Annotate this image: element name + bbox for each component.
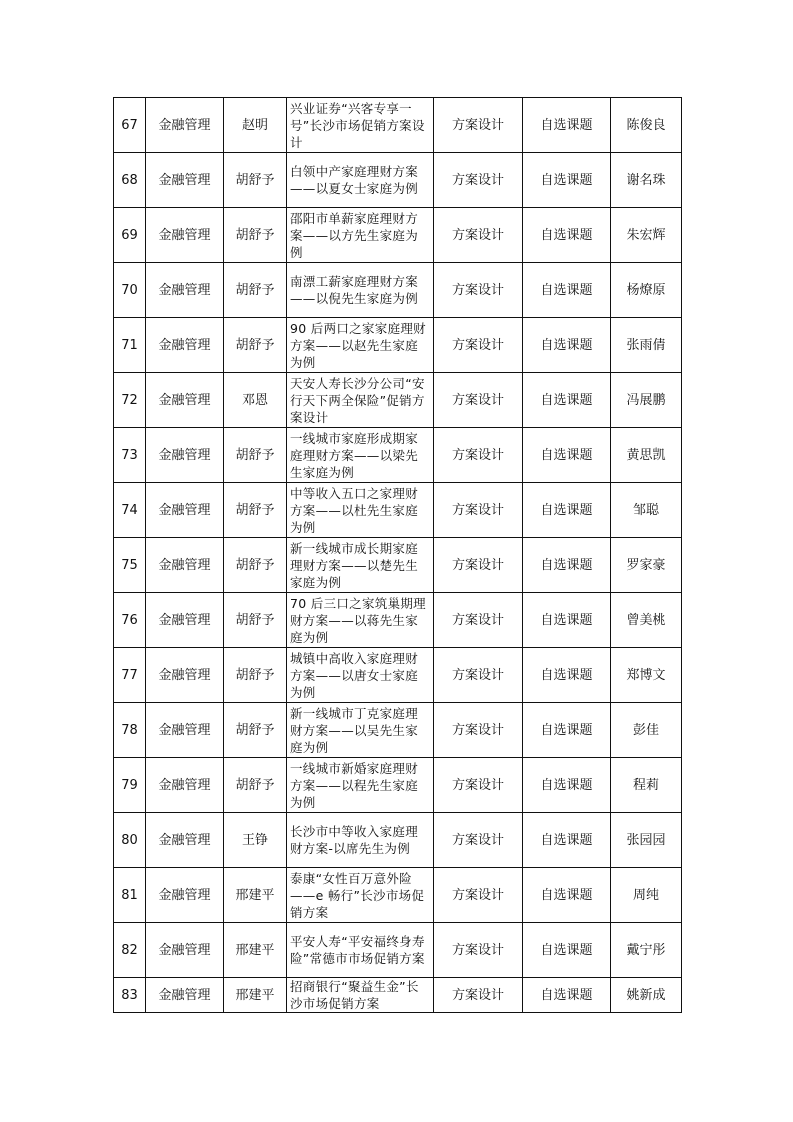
row-number-cell: 67	[114, 98, 146, 153]
major-cell: 金融管理	[146, 703, 224, 758]
advisor-cell: 胡舒予	[224, 153, 287, 208]
topic-source-cell: 自选课题	[523, 373, 611, 428]
major-cell: 金融管理	[146, 758, 224, 813]
table-row	[114, 593, 682, 648]
table-row	[114, 153, 682, 208]
row-number-cell: 78	[114, 703, 146, 758]
row-number-cell: 74	[114, 483, 146, 538]
student-name-cell: 罗家豪	[611, 538, 682, 593]
student-name-cell: 彭佳	[611, 703, 682, 758]
topic-source-cell: 自选课题	[523, 153, 611, 208]
topic-source-cell: 自选课题	[523, 428, 611, 483]
topic-type-cell: 方案设计	[434, 98, 523, 153]
topic-type-cell: 方案设计	[434, 868, 523, 923]
advisor-cell: 胡舒予	[224, 318, 287, 373]
major-cell: 金融管理	[146, 593, 224, 648]
row-number-cell: 75	[114, 538, 146, 593]
major-cell: 金融管理	[146, 318, 224, 373]
student-name-cell: 张园园	[611, 813, 682, 868]
student-name-cell: 程莉	[611, 758, 682, 813]
topic-source-cell: 自选课题	[523, 648, 611, 703]
major-cell: 金融管理	[146, 978, 224, 1013]
topic-type-cell: 方案设计	[434, 208, 523, 263]
topic-source-cell: 自选课题	[523, 868, 611, 923]
thesis-title-cell: 一线城市家庭形成期家庭理财方案——以梁先生家庭为例	[287, 428, 434, 483]
student-name-cell: 谢名珠	[611, 153, 682, 208]
major-cell: 金融管理	[146, 373, 224, 428]
thesis-title-cell: 邵阳市单薪家庭理财方案——以方先生家庭为例	[287, 208, 434, 263]
thesis-title-cell: 泰康“女性百万意外险——e 畅行”长沙市场促销方案	[287, 868, 434, 923]
table-row	[114, 648, 682, 703]
topic-type-cell: 方案设计	[434, 318, 523, 373]
row-number-cell: 76	[114, 593, 146, 648]
thesis-title-cell: 兴业证券“兴客专享一号”长沙市场促销方案设计	[287, 98, 434, 153]
student-name-cell: 戴宁彤	[611, 923, 682, 978]
topic-type-cell: 方案设计	[434, 758, 523, 813]
advisor-cell: 邢建平	[224, 923, 287, 978]
major-cell: 金融管理	[146, 648, 224, 703]
topic-type-cell: 方案设计	[434, 373, 523, 428]
row-number-cell: 83	[114, 978, 146, 1013]
row-number-cell: 82	[114, 923, 146, 978]
advisor-cell: 胡舒予	[224, 758, 287, 813]
table-row	[114, 263, 682, 318]
major-cell: 金融管理	[146, 923, 224, 978]
student-name-cell: 姚新成	[611, 978, 682, 1013]
topic-source-cell: 自选课题	[523, 538, 611, 593]
thesis-title-cell: 90 后两口之家家庭理财方案——以赵先生家庭为例	[287, 318, 434, 373]
advisor-cell: 胡舒予	[224, 483, 287, 538]
table-body	[114, 98, 682, 1013]
major-cell: 金融管理	[146, 263, 224, 318]
advisor-cell: 赵明	[224, 98, 287, 153]
table-row	[114, 98, 682, 153]
student-name-cell: 朱宏辉	[611, 208, 682, 263]
advisor-cell: 胡舒予	[224, 263, 287, 318]
topic-type-cell: 方案设计	[434, 153, 523, 208]
student-name-cell: 杨燎原	[611, 263, 682, 318]
student-name-cell: 陈俊良	[611, 98, 682, 153]
student-name-cell: 黄思凯	[611, 428, 682, 483]
topic-source-cell: 自选课题	[523, 208, 611, 263]
topic-source-cell: 自选课题	[523, 98, 611, 153]
major-cell: 金融管理	[146, 208, 224, 263]
table-row	[114, 978, 682, 1013]
row-number-cell: 72	[114, 373, 146, 428]
thesis-title-cell: 平安人寿“平安福终身寿险”常德市市场促销方案	[287, 923, 434, 978]
topic-source-cell: 自选课题	[523, 978, 611, 1013]
major-cell: 金融管理	[146, 98, 224, 153]
row-number-cell: 79	[114, 758, 146, 813]
row-number-cell: 73	[114, 428, 146, 483]
major-cell: 金融管理	[146, 483, 224, 538]
topic-type-cell: 方案设计	[434, 593, 523, 648]
advisor-cell: 邢建平	[224, 868, 287, 923]
advisor-cell: 胡舒予	[224, 428, 287, 483]
topic-source-cell: 自选课题	[523, 703, 611, 758]
table-row	[114, 758, 682, 813]
advisor-cell: 胡舒予	[224, 703, 287, 758]
student-name-cell: 冯展鹏	[611, 373, 682, 428]
thesis-title-cell: 新一线城市成长期家庭理财方案——以楚先生家庭为例	[287, 538, 434, 593]
topic-type-cell: 方案设计	[434, 538, 523, 593]
topic-type-cell: 方案设计	[434, 263, 523, 318]
row-number-cell: 68	[114, 153, 146, 208]
major-cell: 金融管理	[146, 153, 224, 208]
advisor-cell: 胡舒予	[224, 593, 287, 648]
table-row	[114, 483, 682, 538]
thesis-title-cell: 天安人寿长沙分公司“安行天下两全保险”促销方案设计	[287, 373, 434, 428]
table-row	[114, 813, 682, 868]
row-number-cell: 71	[114, 318, 146, 373]
topic-type-cell: 方案设计	[434, 923, 523, 978]
thesis-title-cell: 招商银行“聚益生金”长沙市场促销方案	[287, 978, 434, 1013]
row-number-cell: 80	[114, 813, 146, 868]
topic-source-cell: 自选课题	[523, 813, 611, 868]
topic-type-cell: 方案设计	[434, 703, 523, 758]
row-number-cell: 69	[114, 208, 146, 263]
thesis-title-cell: 城镇中高收入家庭理财方案——以唐女士家庭为例	[287, 648, 434, 703]
major-cell: 金融管理	[146, 813, 224, 868]
thesis-title-cell: 70 后三口之家筑巢期理财方案——以蒋先生家庭为例	[287, 593, 434, 648]
topic-type-cell: 方案设计	[434, 813, 523, 868]
topic-source-cell: 自选课题	[523, 318, 611, 373]
thesis-title-cell: 白领中产家庭理财方案——以夏女士家庭为例	[287, 153, 434, 208]
thesis-title-cell: 一线城市新婚家庭理财方案——以程先生家庭为例	[287, 758, 434, 813]
major-cell: 金融管理	[146, 538, 224, 593]
table-row	[114, 868, 682, 923]
thesis-title-cell: 南漂工薪家庭理财方案——以倪先生家庭为例	[287, 263, 434, 318]
table-row	[114, 373, 682, 428]
thesis-title-cell: 中等收入五口之家理财方案——以杜先生家庭为例	[287, 483, 434, 538]
topic-source-cell: 自选课题	[523, 593, 611, 648]
topic-type-cell: 方案设计	[434, 978, 523, 1013]
topic-type-cell: 方案设计	[434, 483, 523, 538]
thesis-title-cell: 长沙市中等收入家庭理财方案-以席先生为例	[287, 813, 434, 868]
table-row	[114, 428, 682, 483]
advisor-cell: 胡舒予	[224, 538, 287, 593]
advisor-cell: 邢建平	[224, 978, 287, 1013]
advisor-cell: 王铮	[224, 813, 287, 868]
table-row	[114, 538, 682, 593]
topic-source-cell: 自选课题	[523, 483, 611, 538]
thesis-title-cell: 新一线城市丁克家庭理财方案——以吴先生家庭为例	[287, 703, 434, 758]
thesis-topic-table	[113, 97, 682, 1013]
advisor-cell: 胡舒予	[224, 208, 287, 263]
student-name-cell: 曾美桃	[611, 593, 682, 648]
major-cell: 金融管理	[146, 428, 224, 483]
topic-source-cell: 自选课题	[523, 923, 611, 978]
table-row	[114, 703, 682, 758]
topic-source-cell: 自选课题	[523, 758, 611, 813]
row-number-cell: 81	[114, 868, 146, 923]
student-name-cell: 周纯	[611, 868, 682, 923]
student-name-cell: 邹聪	[611, 483, 682, 538]
row-number-cell: 77	[114, 648, 146, 703]
student-name-cell: 郑博文	[611, 648, 682, 703]
table-row	[114, 318, 682, 373]
topic-source-cell: 自选课题	[523, 263, 611, 318]
row-number-cell: 70	[114, 263, 146, 318]
table-row	[114, 208, 682, 263]
advisor-cell: 邓恩	[224, 373, 287, 428]
advisor-cell: 胡舒予	[224, 648, 287, 703]
table-row	[114, 923, 682, 978]
major-cell: 金融管理	[146, 868, 224, 923]
topic-type-cell: 方案设计	[434, 648, 523, 703]
topic-type-cell: 方案设计	[434, 428, 523, 483]
student-name-cell: 张雨倩	[611, 318, 682, 373]
